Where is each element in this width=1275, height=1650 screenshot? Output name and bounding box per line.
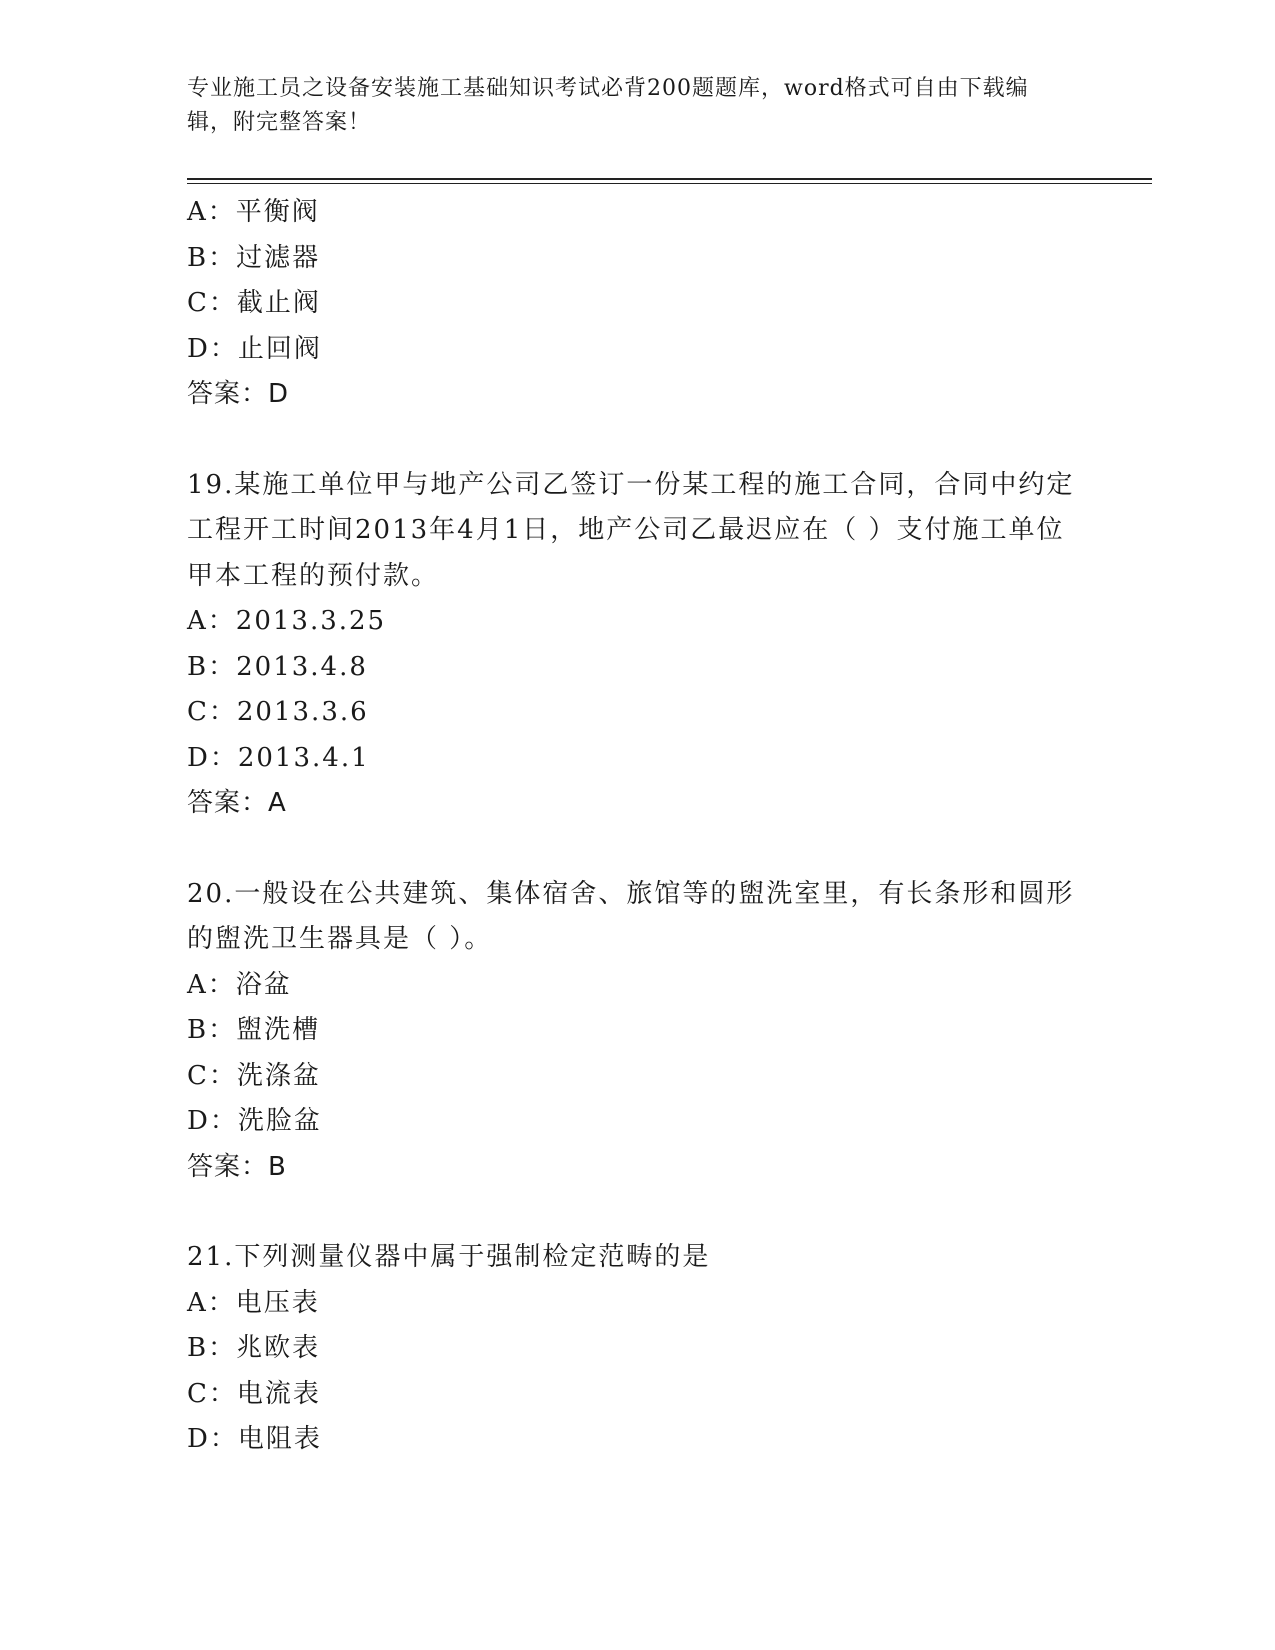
question-text: 20.一般设在公共建筑、集体宿舍、旅馆等的盥洗室里，有长条形和圆形的盥洗卫生器具是（ ）。 bbox=[187, 878, 1075, 954]
answer-line: 答案：A bbox=[187, 788, 287, 818]
option-a: A：平衡阀 bbox=[187, 197, 320, 227]
option-c: C：电流表 bbox=[187, 1378, 321, 1409]
question-21 bbox=[187, 1235, 1087, 1463]
question-20 bbox=[187, 872, 1087, 1191]
document-header: 专业施工员之设备安装施工基础知识考试必背200题题库，word格式可自由下载编辑，附完整答案！ bbox=[187, 76, 1029, 135]
answer-line: 答案：D bbox=[187, 379, 290, 409]
question-text: 19.某施工单位甲与地产公司乙签订一份某工程的施工合同，合同中约定工程开工时间2013年4月1日，地产公司乙最迟应在（ ）支付施工单位甲本工程的预付款。 bbox=[187, 469, 1075, 591]
question-18-continuation bbox=[187, 190, 1087, 418]
option-b: B：2013.4.8 bbox=[187, 651, 368, 682]
option-a: A：2013.3.25 bbox=[187, 606, 387, 636]
option-a: A：电压表 bbox=[187, 1287, 320, 1318]
question-text: 21.下列测量仪器中属于强制检定范畴的是 bbox=[187, 1242, 711, 1272]
option-b: B：过滤器 bbox=[187, 242, 321, 273]
option-d: D：止回阀 bbox=[187, 333, 322, 364]
option-d: D：2013.4.1 bbox=[187, 742, 370, 773]
option-c: C：截止阀 bbox=[187, 288, 321, 318]
option-d: D：洗脸盆 bbox=[187, 1106, 322, 1136]
option-b: B：兆欧表 bbox=[187, 1333, 321, 1363]
option-c: C：2013.3.6 bbox=[187, 697, 369, 727]
option-c: C：洗涤盆 bbox=[187, 1060, 321, 1091]
option-d: D：电阻表 bbox=[187, 1424, 322, 1454]
header-divider-thick bbox=[187, 178, 1152, 180]
header-divider-thin bbox=[187, 183, 1152, 184]
document-content bbox=[187, 190, 1087, 1463]
answer-line: 答案：B bbox=[187, 1151, 287, 1182]
option-b: B：盥洗槽 bbox=[187, 1015, 321, 1045]
question-19 bbox=[187, 463, 1087, 827]
option-a: A：浴盆 bbox=[187, 969, 292, 1000]
